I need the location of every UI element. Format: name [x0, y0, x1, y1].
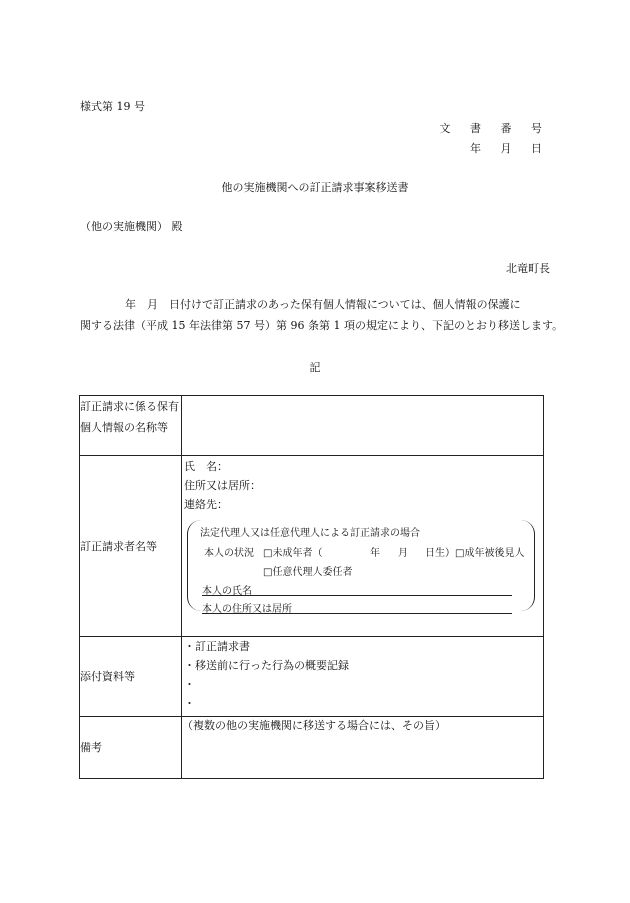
attachment-item: ・ — [184, 678, 195, 691]
person-address-line — [202, 600, 512, 614]
body-line-1: 年 月 日付けで訂正請求のあった保有個人情報については、個人情報の保護に — [125, 298, 521, 311]
principal-checkbox: □任意代理人委任者 — [263, 567, 353, 578]
person-address-label: 本人の住所又は居所 — [202, 604, 292, 615]
remarks-value: （複数の他の実施機関に移送する場合には、その旨） — [182, 717, 544, 779]
address-label: 住所又は居所： — [184, 479, 261, 492]
birth-day: 日生） — [425, 548, 455, 559]
document-date: 年 月 日 — [470, 142, 550, 155]
table-row — [80, 717, 544, 779]
transfer-table — [79, 395, 544, 779]
attachments-label: 添付資料等 — [80, 637, 182, 717]
attachments-cell — [182, 637, 544, 717]
name-label: 氏 名： — [184, 460, 228, 473]
remarks-label: 備考 — [80, 717, 182, 779]
sender: 北竜町長 — [506, 262, 550, 275]
body-line-2: 関する法律（平成 15 年法律第 57 号）第 96 条第 1 項の規定により、下記のとおり移送します。 — [80, 319, 564, 332]
person-name-label: 本人の氏名 — [202, 586, 252, 597]
info-name-label: 訂正請求に係る保有個人情報の名称等 — [80, 396, 182, 456]
attachment-item: ・ — [184, 697, 195, 710]
document-number: 文 書 番 号 — [439, 122, 550, 135]
ki-heading: 記 — [309, 361, 321, 374]
birth-year: 年 — [370, 548, 380, 559]
adult-ward-checkbox: □成年被後見人 — [455, 548, 525, 559]
info-name-value — [182, 396, 544, 456]
requester-cell — [182, 456, 544, 637]
minor-checkbox: □未成年者（ — [263, 548, 323, 559]
agent-section — [187, 520, 535, 615]
table-row — [80, 637, 544, 717]
birth-month: 月 — [398, 548, 408, 559]
table-row — [80, 456, 544, 637]
agent-heading: 法定代理人又は任意代理人による訂正請求の場合 — [200, 528, 420, 539]
document-title: 他の実施機関への訂正請求事案移送書 — [221, 181, 409, 194]
status-label: 本人の状況 — [204, 548, 254, 559]
attachment-item: ・訂正請求書 — [184, 640, 250, 653]
attachment-item: ・移送前に行った行為の概要記録 — [184, 659, 349, 672]
requester-label: 訂正請求者名等 — [80, 456, 182, 637]
table-row — [80, 396, 544, 456]
contact-label: 連絡先： — [184, 498, 228, 511]
person-name-line — [202, 582, 512, 596]
recipient: （他の実施機関） 殿 — [80, 220, 183, 233]
form-number: 様式第 19 号 — [80, 100, 145, 113]
